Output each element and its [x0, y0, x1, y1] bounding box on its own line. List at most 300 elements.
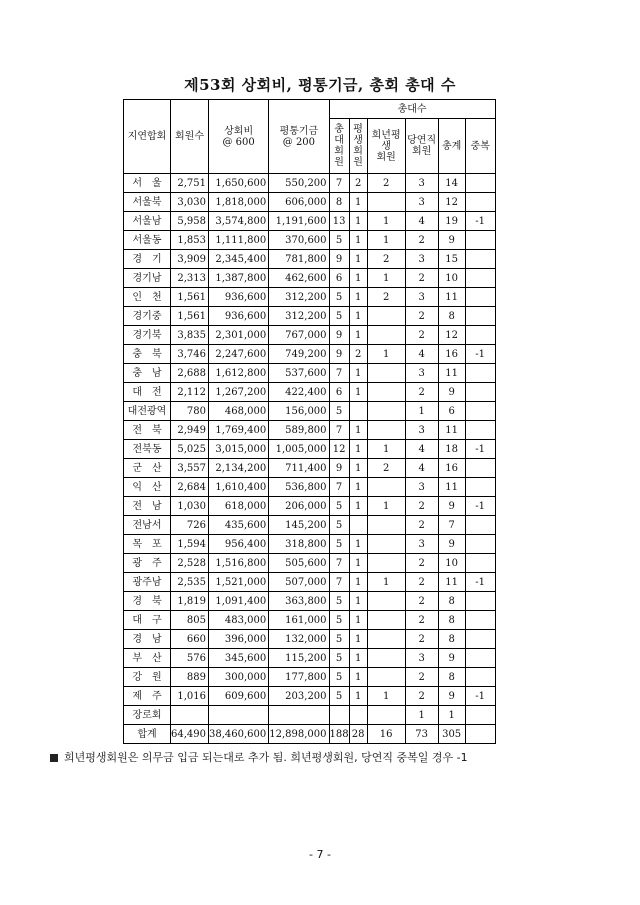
cell-exofficio: 2	[405, 326, 438, 345]
cell-fund: 12,898,000	[269, 725, 329, 744]
cell-jubilee	[367, 592, 405, 611]
delegates-table	[123, 99, 496, 744]
cell-fund: 318,800	[269, 535, 329, 554]
table-row	[124, 421, 496, 440]
cell-region: 전 남	[124, 497, 171, 516]
cell-delegate: 6	[329, 269, 349, 288]
cell-delegate: 7	[329, 364, 349, 383]
footnote	[50, 749, 468, 765]
header-sub-exofficio: 당연직 회원	[405, 119, 438, 174]
cell-duplicate	[465, 174, 495, 193]
cell-jubilee: 2	[367, 459, 405, 478]
cell-fund: 206,000	[269, 497, 329, 516]
cell-exofficio: 3	[405, 250, 438, 269]
cell-delegate: 13	[329, 212, 349, 231]
cell-fee	[209, 706, 269, 725]
page-number: - 7 -	[309, 848, 331, 861]
cell-jubilee	[367, 402, 405, 421]
cell-jubilee	[367, 554, 405, 573]
header-sub-jubilee: 희년평생 회원	[367, 119, 405, 174]
cell-fund: 115,200	[269, 649, 329, 668]
cell-fee: 618,000	[209, 497, 269, 516]
cell-fee: 468,000	[209, 402, 269, 421]
cell-duplicate: -1	[465, 440, 495, 459]
cell-jubilee: 1	[367, 440, 405, 459]
cell-delegate: 9	[329, 250, 349, 269]
cell-lifetime: 1	[349, 554, 367, 573]
cell-fund: 537,600	[269, 364, 329, 383]
cell-jubilee: 1	[367, 231, 405, 250]
cell-fee: 483,000	[209, 611, 269, 630]
table-row	[124, 231, 496, 250]
cell-lifetime: 1	[349, 231, 367, 250]
cell-region: 대전광역	[124, 402, 171, 421]
cell-exofficio: 3	[405, 364, 438, 383]
cell-members: 1,561	[171, 288, 209, 307]
header-sub-lifetime: 평생 회원	[349, 119, 367, 174]
cell-exofficio: 3	[405, 535, 438, 554]
cell-delegate: 5	[329, 535, 349, 554]
cell-fee: 3,015,000	[209, 440, 269, 459]
cell-jubilee	[367, 630, 405, 649]
cell-lifetime	[349, 516, 367, 535]
table-row	[124, 193, 496, 212]
table-row	[124, 554, 496, 573]
cell-lifetime: 2	[349, 174, 367, 193]
cell-duplicate: -1	[465, 212, 495, 231]
table-row	[124, 573, 496, 592]
cell-fee: 2,247,600	[209, 345, 269, 364]
cell-total: 9	[438, 687, 465, 706]
table-row	[124, 383, 496, 402]
cell-fee: 1,091,400	[209, 592, 269, 611]
cell-fee: 1,818,000	[209, 193, 269, 212]
cell-fund: 312,200	[269, 307, 329, 326]
table-row	[124, 630, 496, 649]
cell-delegate: 5	[329, 402, 349, 421]
table-row	[124, 478, 496, 497]
cell-lifetime: 28	[349, 725, 367, 744]
cell-jubilee: 16	[367, 725, 405, 744]
cell-exofficio: 4	[405, 440, 438, 459]
table-row	[124, 687, 496, 706]
cell-duplicate	[465, 459, 495, 478]
page-title: 제53회 상회비, 평통기금, 총회 총대 수	[184, 76, 456, 94]
cell-fund: 363,800	[269, 592, 329, 611]
cell-duplicate	[465, 535, 495, 554]
cell-fee: 1,650,600	[209, 174, 269, 193]
cell-region: 서울동	[124, 231, 171, 250]
table-row	[124, 516, 496, 535]
cell-total: 12	[438, 193, 465, 212]
cell-lifetime: 1	[349, 383, 367, 402]
cell-members: 780	[171, 402, 209, 421]
table-row	[124, 725, 496, 744]
header-delegates: 총대수	[329, 100, 495, 119]
cell-region: 인 천	[124, 288, 171, 307]
cell-delegate	[329, 706, 349, 725]
cell-lifetime: 1	[349, 478, 367, 497]
cell-fee: 1,521,000	[209, 573, 269, 592]
table-row	[124, 212, 496, 231]
cell-fee: 2,134,200	[209, 459, 269, 478]
cell-members: 3,909	[171, 250, 209, 269]
cell-exofficio: 2	[405, 307, 438, 326]
cell-exofficio: 2	[405, 573, 438, 592]
cell-delegate: 5	[329, 649, 349, 668]
cell-members: 2,751	[171, 174, 209, 193]
cell-duplicate	[465, 478, 495, 497]
cell-delegate: 7	[329, 554, 349, 573]
cell-jubilee	[367, 516, 405, 535]
cell-fee: 1,610,400	[209, 478, 269, 497]
cell-total: 11	[438, 478, 465, 497]
table-row	[124, 459, 496, 478]
cell-fund: 132,000	[269, 630, 329, 649]
cell-fee: 1,267,200	[209, 383, 269, 402]
cell-fee: 1,769,400	[209, 421, 269, 440]
cell-delegate: 9	[329, 326, 349, 345]
cell-lifetime: 1	[349, 421, 367, 440]
cell-delegate: 5	[329, 497, 349, 516]
cell-fee: 609,600	[209, 687, 269, 706]
cell-members: 3,746	[171, 345, 209, 364]
cell-region: 익 산	[124, 478, 171, 497]
cell-lifetime: 1	[349, 573, 367, 592]
cell-delegate: 6	[329, 383, 349, 402]
cell-fund: 1,005,000	[269, 440, 329, 459]
cell-fund: 156,000	[269, 402, 329, 421]
cell-fee: 936,600	[209, 288, 269, 307]
cell-duplicate	[465, 288, 495, 307]
cell-exofficio: 73	[405, 725, 438, 744]
cell-jubilee	[367, 649, 405, 668]
cell-members: 1,016	[171, 687, 209, 706]
cell-total: 15	[438, 250, 465, 269]
cell-members: 1,594	[171, 535, 209, 554]
cell-duplicate	[465, 383, 495, 402]
cell-exofficio: 2	[405, 668, 438, 687]
cell-exofficio: 3	[405, 288, 438, 307]
cell-lifetime: 1	[349, 326, 367, 345]
cell-lifetime: 1	[349, 535, 367, 554]
cell-region: 서 울	[124, 174, 171, 193]
cell-region: 제 주	[124, 687, 171, 706]
cell-total: 11	[438, 573, 465, 592]
cell-members: 576	[171, 649, 209, 668]
table-row	[124, 611, 496, 630]
table-row	[124, 706, 496, 725]
table-body	[124, 174, 496, 744]
cell-exofficio: 2	[405, 592, 438, 611]
cell-region: 경기중	[124, 307, 171, 326]
cell-duplicate	[465, 231, 495, 250]
cell-fund: 536,800	[269, 478, 329, 497]
cell-jubilee	[367, 326, 405, 345]
cell-region: 부 산	[124, 649, 171, 668]
cell-lifetime: 1	[349, 459, 367, 478]
cell-exofficio: 3	[405, 193, 438, 212]
cell-members: 660	[171, 630, 209, 649]
cell-fee: 300,000	[209, 668, 269, 687]
cell-total: 8	[438, 307, 465, 326]
cell-exofficio: 4	[405, 345, 438, 364]
cell-duplicate	[465, 421, 495, 440]
header-fee: 상회비 @ 600	[209, 100, 269, 174]
cell-delegate: 9	[329, 459, 349, 478]
cell-members: 5,025	[171, 440, 209, 459]
table-row	[124, 307, 496, 326]
cell-fee: 1,111,800	[209, 231, 269, 250]
cell-region: 서울남	[124, 212, 171, 231]
cell-jubilee: 1	[367, 345, 405, 364]
cell-region: 강 원	[124, 668, 171, 687]
cell-region: 경기북	[124, 326, 171, 345]
cell-fee: 956,400	[209, 535, 269, 554]
table-row	[124, 668, 496, 687]
cell-members: 1,561	[171, 307, 209, 326]
table-row	[124, 649, 496, 668]
cell-fee: 396,000	[209, 630, 269, 649]
cell-fund: 161,000	[269, 611, 329, 630]
cell-lifetime: 1	[349, 592, 367, 611]
cell-region: 경 기	[124, 250, 171, 269]
cell-members: 726	[171, 516, 209, 535]
table-row	[124, 269, 496, 288]
cell-fund: 203,200	[269, 687, 329, 706]
cell-fund: 370,600	[269, 231, 329, 250]
cell-exofficio: 2	[405, 630, 438, 649]
cell-duplicate	[465, 250, 495, 269]
cell-fund: 507,000	[269, 573, 329, 592]
table-row	[124, 364, 496, 383]
cell-region: 전 북	[124, 421, 171, 440]
cell-total: 7	[438, 516, 465, 535]
table-row	[124, 440, 496, 459]
cell-jubilee	[367, 421, 405, 440]
cell-lifetime: 1	[349, 668, 367, 687]
cell-total: 10	[438, 554, 465, 573]
cell-total: 8	[438, 668, 465, 687]
cell-exofficio: 2	[405, 611, 438, 630]
cell-exofficio: 3	[405, 478, 438, 497]
cell-exofficio: 2	[405, 554, 438, 573]
cell-total: 16	[438, 459, 465, 478]
cell-total: 8	[438, 630, 465, 649]
cell-duplicate	[465, 516, 495, 535]
cell-fee: 3,574,800	[209, 212, 269, 231]
cell-delegate: 5	[329, 668, 349, 687]
header-members: 회원수	[171, 100, 209, 174]
cell-total: 305	[438, 725, 465, 744]
cell-fund: 781,800	[269, 250, 329, 269]
cell-members: 64,490	[171, 725, 209, 744]
cell-fund: 145,200	[269, 516, 329, 535]
table-row	[124, 592, 496, 611]
cell-delegate: 188	[329, 725, 349, 744]
header-sub-delegate: 총대 회원	[329, 119, 349, 174]
cell-total: 10	[438, 269, 465, 288]
header-sub-duplicate: 중복	[465, 119, 495, 174]
cell-fee: 1,387,800	[209, 269, 269, 288]
cell-members: 2,528	[171, 554, 209, 573]
cell-exofficio: 2	[405, 516, 438, 535]
cell-total: 9	[438, 535, 465, 554]
cell-region: 경 남	[124, 630, 171, 649]
cell-duplicate: -1	[465, 497, 495, 516]
cell-delegate: 12	[329, 440, 349, 459]
cell-region: 합계	[124, 725, 171, 744]
cell-members: 3,030	[171, 193, 209, 212]
cell-lifetime: 1	[349, 364, 367, 383]
cell-duplicate	[465, 402, 495, 421]
cell-exofficio: 4	[405, 459, 438, 478]
cell-jubilee	[367, 706, 405, 725]
cell-jubilee	[367, 383, 405, 402]
cell-duplicate	[465, 630, 495, 649]
cell-members: 2,313	[171, 269, 209, 288]
cell-total: 11	[438, 364, 465, 383]
cell-lifetime	[349, 402, 367, 421]
cell-fund: 767,000	[269, 326, 329, 345]
cell-region: 군 산	[124, 459, 171, 478]
cell-fund	[269, 706, 329, 725]
cell-region: 장로회	[124, 706, 171, 725]
cell-jubilee	[367, 307, 405, 326]
cell-lifetime: 1	[349, 212, 367, 231]
cell-duplicate	[465, 668, 495, 687]
cell-lifetime: 1	[349, 687, 367, 706]
cell-region: 대 전	[124, 383, 171, 402]
cell-region: 대 구	[124, 611, 171, 630]
cell-fund: 749,200	[269, 345, 329, 364]
cell-fee: 2,345,400	[209, 250, 269, 269]
cell-members: 1,030	[171, 497, 209, 516]
cell-delegate: 5	[329, 630, 349, 649]
cell-members: 2,949	[171, 421, 209, 440]
cell-lifetime: 1	[349, 193, 367, 212]
cell-jubilee	[367, 478, 405, 497]
cell-exofficio: 3	[405, 421, 438, 440]
cell-jubilee: 2	[367, 288, 405, 307]
table-row	[124, 345, 496, 364]
cell-fee: 1,612,800	[209, 364, 269, 383]
cell-members: 2,535	[171, 573, 209, 592]
cell-jubilee: 2	[367, 174, 405, 193]
cell-total: 6	[438, 402, 465, 421]
cell-exofficio: 3	[405, 649, 438, 668]
cell-fund: 606,000	[269, 193, 329, 212]
cell-duplicate	[465, 592, 495, 611]
cell-region: 경 북	[124, 592, 171, 611]
cell-region: 전남서	[124, 516, 171, 535]
cell-fee: 38,460,600	[209, 725, 269, 744]
cell-region: 목 포	[124, 535, 171, 554]
header-fund: 평통기금 @ 200	[269, 100, 329, 174]
cell-jubilee	[367, 364, 405, 383]
table-row	[124, 250, 496, 269]
cell-members: 1,853	[171, 231, 209, 250]
cell-exofficio: 2	[405, 497, 438, 516]
cell-exofficio: 1	[405, 402, 438, 421]
cell-lifetime: 1	[349, 288, 367, 307]
cell-members: 3,557	[171, 459, 209, 478]
cell-region: 광 주	[124, 554, 171, 573]
cell-delegate: 7	[329, 174, 349, 193]
cell-region: 경기남	[124, 269, 171, 288]
cell-jubilee: 1	[367, 212, 405, 231]
footnote-text: 희년평생회원은 의무금 입금 되는대로 추가 됨. 희년평생회원, 당연직 중복일 경우 -1	[64, 751, 468, 764]
cell-fund: 589,800	[269, 421, 329, 440]
cell-lifetime: 1	[349, 269, 367, 288]
cell-delegate: 5	[329, 307, 349, 326]
header-sub-total: 총계	[438, 119, 465, 174]
cell-delegate: 5	[329, 687, 349, 706]
table-row	[124, 288, 496, 307]
cell-total: 14	[438, 174, 465, 193]
cell-exofficio: 3	[405, 174, 438, 193]
table-row	[124, 535, 496, 554]
cell-duplicate	[465, 269, 495, 288]
cell-lifetime: 2	[349, 345, 367, 364]
cell-delegate: 7	[329, 421, 349, 440]
cell-duplicate	[465, 725, 495, 744]
cell-duplicate	[465, 364, 495, 383]
cell-total: 1	[438, 706, 465, 725]
cell-total: 11	[438, 421, 465, 440]
cell-jubilee	[367, 611, 405, 630]
cell-members: 5,958	[171, 212, 209, 231]
cell-duplicate: -1	[465, 687, 495, 706]
cell-lifetime: 1	[349, 649, 367, 668]
cell-total: 9	[438, 231, 465, 250]
cell-exofficio: 2	[405, 687, 438, 706]
cell-fund: 177,800	[269, 668, 329, 687]
cell-lifetime: 1	[349, 611, 367, 630]
cell-members: 1,819	[171, 592, 209, 611]
cell-duplicate	[465, 611, 495, 630]
header-region: 지연합회	[124, 100, 171, 174]
cell-total: 9	[438, 383, 465, 402]
cell-total: 12	[438, 326, 465, 345]
cell-jubilee: 1	[367, 573, 405, 592]
cell-members: 2,688	[171, 364, 209, 383]
cell-exofficio: 2	[405, 231, 438, 250]
cell-lifetime: 1	[349, 497, 367, 516]
cell-members: 2,112	[171, 383, 209, 402]
cell-lifetime: 1	[349, 250, 367, 269]
cell-total: 9	[438, 649, 465, 668]
cell-delegate: 8	[329, 193, 349, 212]
cell-fund: 550,200	[269, 174, 329, 193]
cell-total: 9	[438, 497, 465, 516]
cell-members: 2,684	[171, 478, 209, 497]
cell-duplicate: -1	[465, 573, 495, 592]
cell-fund: 422,400	[269, 383, 329, 402]
cell-duplicate	[465, 706, 495, 725]
cell-jubilee	[367, 535, 405, 554]
cell-exofficio: 1	[405, 706, 438, 725]
cell-members	[171, 706, 209, 725]
cell-jubilee	[367, 193, 405, 212]
cell-fund: 505,600	[269, 554, 329, 573]
cell-fee: 2,301,000	[209, 326, 269, 345]
cell-total: 8	[438, 611, 465, 630]
cell-delegate: 9	[329, 345, 349, 364]
cell-exofficio: 2	[405, 383, 438, 402]
cell-region: 서울북	[124, 193, 171, 212]
cell-region: 전북동	[124, 440, 171, 459]
